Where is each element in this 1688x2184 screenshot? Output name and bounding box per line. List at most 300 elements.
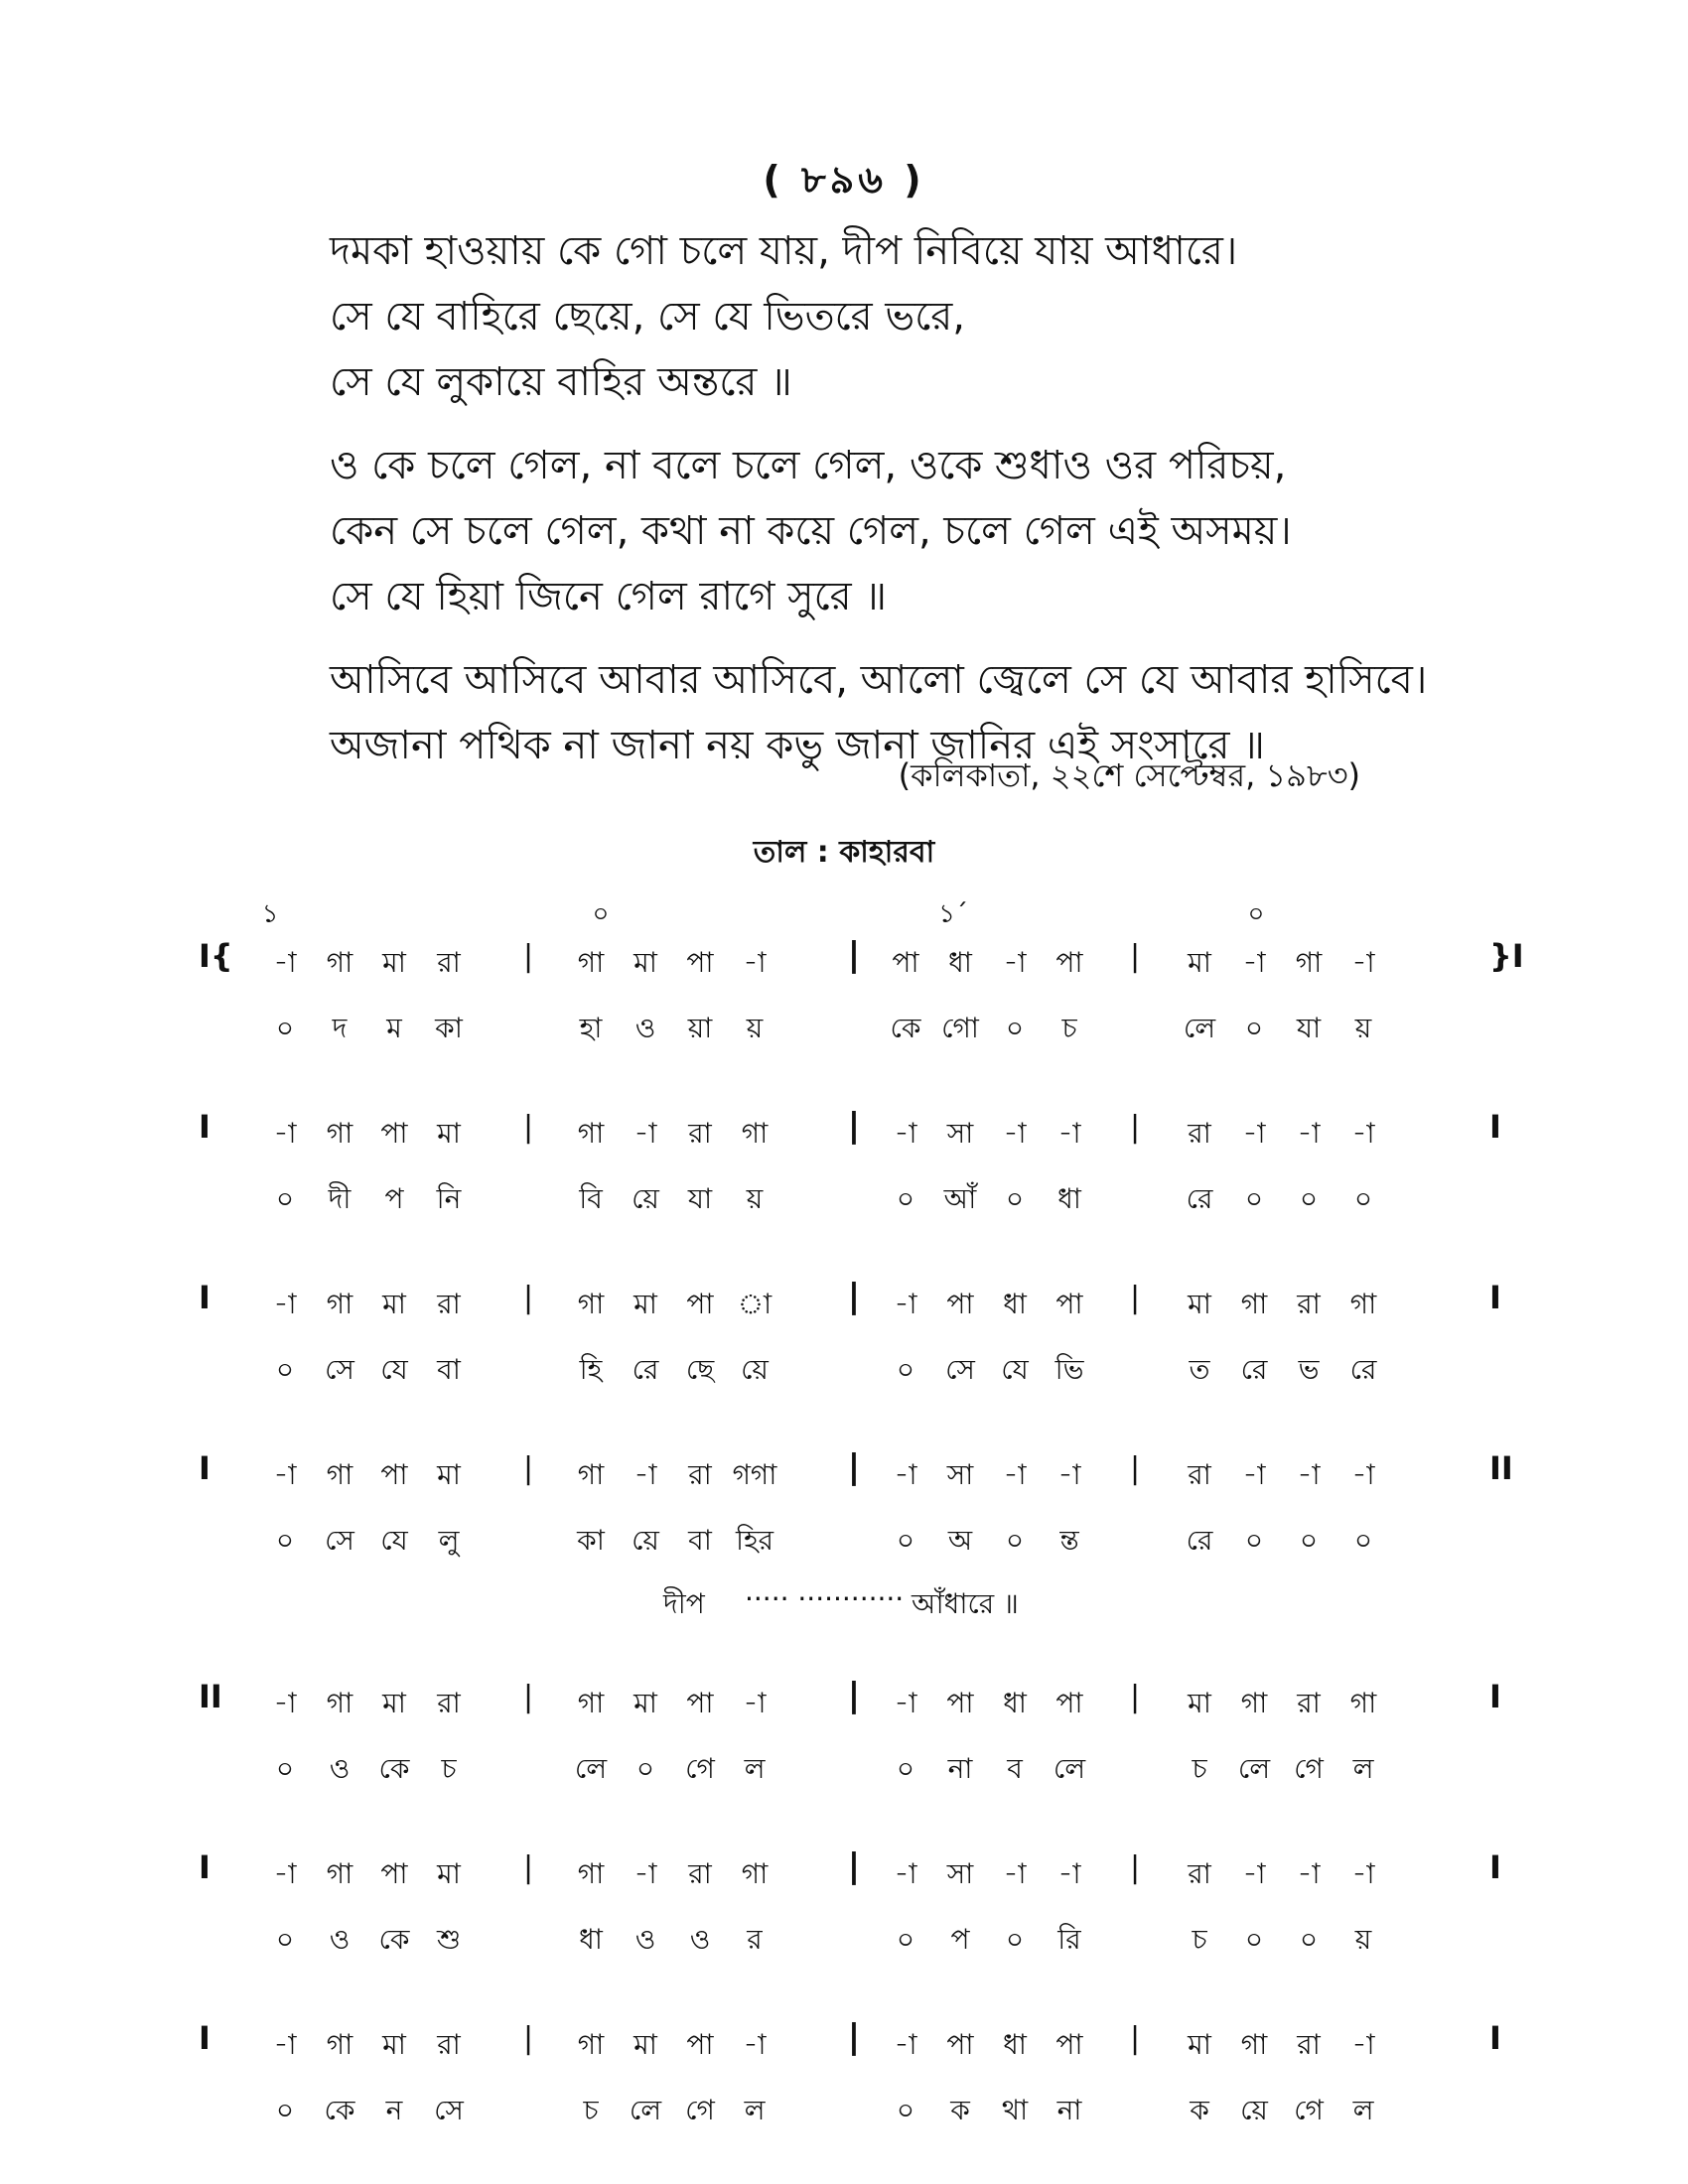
lyric-syllable: ল <box>744 1752 766 1785</box>
lyric-syllable: ০ <box>275 1182 295 1215</box>
swara-note: রা <box>437 1288 461 1320</box>
swara-note: -া <box>273 946 297 979</box>
lyric-syllable: য়ে <box>741 1353 769 1386</box>
lyric-syllable: ও <box>634 1012 656 1044</box>
lyric-syllable: ০ <box>275 1524 295 1557</box>
lyric-syllable: য় <box>746 1012 764 1044</box>
beat-divider: | <box>522 1281 534 1315</box>
swara-note: -া <box>743 946 767 979</box>
swara-note: -া <box>894 2028 917 2061</box>
swara-note: মা <box>382 1288 406 1320</box>
beat-divider: | <box>1129 1850 1141 1885</box>
lyric-syllable: গে <box>685 1752 715 1785</box>
lyric-syllable: প <box>950 1923 970 1956</box>
lyric-syllable: বা <box>688 1524 712 1557</box>
notation <box>0 933 1688 2146</box>
swara-note: পা <box>686 2028 714 2061</box>
row-end-bar: I <box>1489 1279 1501 1316</box>
swara-note: পা <box>946 1687 974 1719</box>
lyric-syllable: যা <box>687 1182 713 1215</box>
swara-note: রা <box>688 1458 712 1491</box>
swara-note: রা <box>437 1687 461 1719</box>
beat-divider: | <box>1129 1281 1141 1315</box>
lyric-syllable: য় <box>746 1182 764 1215</box>
swara-note: -া <box>273 1117 297 1150</box>
block-spacer <box>0 1064 1688 1104</box>
lyric-row <box>0 1511 1688 1576</box>
lyric-syllable: রি <box>1057 1923 1081 1956</box>
lyric-syllable: হির <box>735 1524 774 1557</box>
swara-note: রা <box>1297 1687 1321 1719</box>
swara-note: রা <box>1188 1857 1211 1890</box>
beat-divider: | <box>1129 2021 1141 2056</box>
swara-note: -া <box>1003 946 1027 979</box>
swara-note: -া <box>1242 1117 1266 1150</box>
swara-note: গা <box>741 1117 769 1150</box>
swara-note: মা <box>633 2028 657 2061</box>
beat-divider: | <box>1129 1680 1141 1714</box>
lyric-syllable: না <box>947 1752 973 1785</box>
beat-divider: | <box>522 1850 534 1885</box>
beat-divider: | <box>522 1680 534 1714</box>
lyric-syllable: য়া <box>687 1012 713 1044</box>
swara-note: গা <box>577 1458 605 1491</box>
swara-note: -া <box>1242 946 1266 979</box>
lyric-syllable: বা <box>437 1353 461 1386</box>
lyric-syllable: ০ <box>1299 1182 1319 1215</box>
swara-note: -া <box>273 2028 297 2061</box>
lyric-syllable: য় <box>1354 1923 1372 1956</box>
lyric-line: সে যে হিয়া জিনে গেল রাগে সুরে ॥ <box>330 574 887 619</box>
lyric-syllable: ০ <box>896 1182 915 1215</box>
lyric-syllable: লে <box>1053 1752 1086 1785</box>
swara-note: গগা <box>732 1458 777 1491</box>
lyric-syllable: ০ <box>896 1923 915 1956</box>
lyric-syllable: লে <box>574 1752 608 1785</box>
lyric-syllable: ল <box>744 2094 766 2126</box>
swara-note: রা <box>437 946 461 979</box>
lyric-syllable: গে <box>1294 1752 1324 1785</box>
swara-note: মা <box>633 1288 657 1320</box>
lyric-syllable: ০ <box>275 1012 295 1044</box>
swara-note: গা <box>326 1288 353 1320</box>
swara-note: পা <box>892 946 919 979</box>
swara-note: গা <box>326 1687 353 1719</box>
swara-note: ধা <box>1003 2028 1027 2061</box>
lyric-syllable: থা <box>1001 2094 1029 2126</box>
swara-note: গা <box>1349 1288 1377 1320</box>
block-spacer <box>0 1805 1688 1844</box>
swara-note: রা <box>1297 1288 1321 1320</box>
taal-label: তাল : কাহারবা <box>753 835 935 870</box>
lyric-syllable: সে <box>945 1353 975 1386</box>
swara-note: -া <box>273 1857 297 1890</box>
swara-row <box>0 1275 1688 1340</box>
lyric-syllable: ও <box>329 1923 351 1956</box>
swara-note: পা <box>686 1687 714 1719</box>
lyric-syllable: ও <box>634 1923 656 1956</box>
swara-row <box>0 1844 1688 1910</box>
lyric-syllable: শু <box>436 1923 462 1956</box>
lyric-syllable: লু <box>438 1524 460 1557</box>
lyric-syllable: হা <box>579 1012 603 1044</box>
row-end-bar: II <box>1489 1449 1513 1487</box>
beat-mark: ০ <box>1247 899 1265 929</box>
lyric-line: দমকা হাওয়ায় কে গো চলে যায়, দীপ নিবিয়ে যায় আধারে। <box>330 228 1238 274</box>
lyric-syllable: নি <box>436 1182 462 1215</box>
swara-note: রা <box>1297 2028 1321 2061</box>
swara-note: পা <box>686 946 714 979</box>
swara-note: রা <box>1188 1458 1211 1491</box>
swara-note: -া <box>1351 1857 1375 1890</box>
swara-note: গা <box>741 1857 769 1890</box>
lyric-syllable: চ <box>441 1752 457 1785</box>
swara-note: পা <box>1055 1687 1083 1719</box>
swara-note: পা <box>380 1117 408 1150</box>
swara-note: -া <box>743 1687 767 1719</box>
beat-mark: ১ <box>261 899 279 929</box>
swara-note: মা <box>382 1687 406 1719</box>
lyric-syllable: গে <box>1294 2094 1324 2126</box>
swara-note: গা <box>577 946 605 979</box>
lyric-syllable: ০ <box>896 1524 915 1557</box>
refrain-line <box>0 1576 1688 1634</box>
lyric-syllable: ০ <box>1244 1012 1264 1044</box>
lyric-syllable: চ <box>1061 1012 1077 1044</box>
lyric-syllable: ০ <box>1005 1923 1025 1956</box>
swara-row <box>0 1104 1688 1169</box>
swara-note: রা <box>1188 1117 1211 1150</box>
lyric-syllable: কে <box>890 1012 921 1044</box>
lyric-syllable: ০ <box>275 1353 295 1386</box>
row-end-bar: }I <box>1489 937 1524 975</box>
lyric-syllable: কে <box>324 2094 355 2126</box>
lyric-syllable: বি <box>579 1182 603 1215</box>
row-start-bar: I <box>199 1279 211 1316</box>
swara-note: -া <box>633 1458 657 1491</box>
swara-row <box>0 1674 1688 1739</box>
swara-note: -া <box>1297 1458 1321 1491</box>
lyric-syllable: ০ <box>275 2094 295 2126</box>
lyric-syllable: ও <box>689 1923 711 1956</box>
lyric-syllable: ল <box>1352 1752 1374 1785</box>
row-start-bar: I <box>199 1449 211 1487</box>
swara-note: -া <box>1003 1117 1027 1150</box>
lyric-syllable: যে <box>380 1353 408 1386</box>
lyric-row <box>0 1169 1688 1235</box>
beat-divider: | <box>847 1106 861 1146</box>
swara-note: গা <box>326 1458 353 1491</box>
swara-note: -া <box>1351 1458 1375 1491</box>
swara-note: গা <box>577 2028 605 2061</box>
lyric-syllable: ধা <box>579 1923 603 1956</box>
lyric-syllable: ০ <box>896 2094 915 2126</box>
lyric-syllable: অ <box>947 1524 973 1557</box>
lyric-syllable: রে <box>1240 1353 1268 1386</box>
lyric-syllable: ত <box>1189 1353 1210 1386</box>
lyric-syllable: দী <box>328 1182 352 1215</box>
swara-note: মা <box>633 946 657 979</box>
lyric-syllable: ক <box>1190 2094 1209 2126</box>
lyric-syllable: না <box>1056 2094 1082 2126</box>
lyric-syllable: রে <box>1186 1182 1213 1215</box>
swara-note: সা <box>946 1857 974 1890</box>
swara-note: -া <box>894 1117 917 1150</box>
swara-note: রা <box>688 1857 712 1890</box>
swara-note: গা <box>577 1687 605 1719</box>
swara-note: গা <box>1240 2028 1268 2061</box>
lyric-syllable: কা <box>577 1524 605 1557</box>
block-spacer <box>0 1235 1688 1275</box>
swara-note: ধা <box>948 946 972 979</box>
swara-note: রা <box>437 2028 461 2061</box>
swara-note: -া <box>273 1687 297 1719</box>
swara-note: পা <box>946 2028 974 2061</box>
lyric-syllable: লে <box>629 2094 662 2126</box>
lyric-syllable: যে <box>1001 1353 1029 1386</box>
swara-note: -া <box>1057 1857 1081 1890</box>
lyric-syllable: হি <box>579 1353 603 1386</box>
lyric-syllable: ০ <box>1299 1524 1319 1557</box>
refrain-start: দীপ <box>663 1587 705 1620</box>
beat-divider: | <box>847 935 861 975</box>
row-end-bar: I <box>1489 1108 1501 1146</box>
swara-note: পা <box>1055 946 1083 979</box>
row-end-bar: I <box>1489 1678 1501 1715</box>
lyric-syllable: কে <box>378 1752 410 1785</box>
lyric-syllable: প <box>384 1182 404 1215</box>
lyric-syllable: দ <box>332 1012 348 1044</box>
swara-note: -া <box>1297 1117 1321 1150</box>
row-start-bar: I <box>199 2019 211 2057</box>
swara-note: -া <box>894 1687 917 1719</box>
swara-note: গা <box>326 1117 353 1150</box>
lyric-syllable: ন্ত <box>1059 1524 1079 1557</box>
lyric-syllable: ব <box>1007 1752 1023 1785</box>
swara-note: -া <box>894 1458 917 1491</box>
beat-divider: | <box>522 939 534 974</box>
beat-divider: | <box>847 2017 861 2057</box>
row-start-bar: II <box>199 1678 222 1715</box>
swara-note: -া <box>1057 1458 1081 1491</box>
lyric-syllable: ম <box>386 1012 402 1044</box>
swara-note: -া <box>1351 2028 1375 2061</box>
lyric-syllable: লে <box>1183 1012 1216 1044</box>
swara-note: পা <box>686 1288 714 1320</box>
lyric-syllable: আঁ <box>943 1182 977 1215</box>
lyric-syllable: য়ে <box>632 1182 659 1215</box>
swara-note: -া <box>1003 1857 1027 1890</box>
lyric-syllable: ছে <box>685 1353 715 1386</box>
lyric-syllable: যে <box>380 1524 408 1557</box>
lyric-syllable: ধা <box>1057 1182 1081 1215</box>
swara-note: গা <box>326 946 353 979</box>
beat-divider: | <box>1129 1110 1141 1145</box>
lyric-syllable: ০ <box>1244 1182 1264 1215</box>
lyric-syllable: গে <box>685 2094 715 2126</box>
lyric-syllable: ০ <box>275 1923 295 1956</box>
lyric-syllable: কা <box>435 1012 463 1044</box>
swara-note: া <box>737 1288 773 1320</box>
block-spacer <box>0 1406 1688 1445</box>
swara-note: গা <box>1349 1687 1377 1719</box>
stanza <box>330 218 1501 415</box>
lyric-syllable: রে <box>1186 1524 1213 1557</box>
swara-note: মা <box>633 1687 657 1719</box>
lyric-syllable: য়ে <box>632 1524 659 1557</box>
lyric-syllable: ০ <box>896 1353 915 1386</box>
beat-divider: | <box>847 1277 861 1316</box>
swara-note: ধা <box>1003 1687 1027 1719</box>
swara-row <box>0 2015 1688 2081</box>
lyric-syllable: ও <box>329 1752 351 1785</box>
lyric-line: সে যে বাহিরে ছেয়ে, সে যে ভিতরে ভরে, <box>330 294 965 340</box>
beat-divider: | <box>847 1447 861 1487</box>
lyric-line: ও কে চলে গেল, না বলে চলে গেল, ওকে শুধাও ওর পরিচয়, <box>330 443 1287 488</box>
lyric-syllable: য়ে <box>1240 2094 1268 2126</box>
lyric-syllable: সে <box>325 1353 354 1386</box>
lyric-syllable: ০ <box>635 1752 655 1785</box>
lyric-syllable: ০ <box>1005 1012 1025 1044</box>
lyric-line: কেন সে চলে গেল, কথা না কয়ে গেল, চলে গেল এই অসময়। <box>330 508 1292 554</box>
row-start-bar: I <box>199 1108 211 1146</box>
refrain-end: আঁধারে ॥ <box>912 1587 1019 1620</box>
swara-note: মা <box>382 946 406 979</box>
lyric-line: সে যে লুকায়ে বাহির অন্তরে ॥ <box>330 359 792 405</box>
lyric-syllable: ভি <box>1055 1353 1084 1386</box>
lyric-syllable: ০ <box>275 1752 295 1785</box>
swara-note: -া <box>743 2028 767 2061</box>
swara-note: পা <box>380 1458 408 1491</box>
swara-note: গা <box>1240 1288 1268 1320</box>
swara-note: গা <box>1240 1687 1268 1719</box>
swara-note: পা <box>1055 1288 1083 1320</box>
swara-note: সা <box>946 1458 974 1491</box>
swara-note: -া <box>273 1458 297 1491</box>
beat-divider: | <box>847 1846 861 1886</box>
lyric-line: অজানা পথিক না জানা নয় কভু জানা জানির এই সংসারে ॥ <box>330 723 1265 768</box>
swara-note: গা <box>326 1857 353 1890</box>
lyric-row <box>0 2081 1688 2146</box>
lyric-syllable: র <box>747 1923 763 1956</box>
swara-note: -া <box>1242 1857 1266 1890</box>
lyric-syllable: ০ <box>1244 1923 1264 1956</box>
swara-note: মা <box>1188 946 1211 979</box>
beat-divider: | <box>522 1110 534 1145</box>
swara-note: গা <box>577 1117 605 1150</box>
beat-marks <box>0 893 1688 933</box>
swara-note: সা <box>946 1117 974 1150</box>
swara-note: মা <box>1188 1288 1211 1320</box>
swara-note: -া <box>1003 1458 1027 1491</box>
page-number: ( ৮৯৬ ) <box>763 158 925 202</box>
swara-note: -া <box>1351 946 1375 979</box>
date-line: (কলিকাতা, ২২শে সেপ্টেম্বর, ১৯৮৩) <box>898 756 1360 794</box>
beat-mark: ০ <box>592 899 610 929</box>
swara-note: মা <box>1188 2028 1211 2061</box>
block-spacer <box>0 1634 1688 1674</box>
swara-note: গা <box>1295 946 1323 979</box>
swara-note: -া <box>1242 1458 1266 1491</box>
lyric-syllable: সে <box>434 2094 464 2126</box>
lyric-row <box>0 999 1688 1064</box>
lyric-line: আসিবে আসিবে আবার আসিবে, আলো জ্বেলে সে যে আবার হাসিবে। <box>330 657 1428 703</box>
beat-divider: | <box>1129 1451 1141 1486</box>
lyric-syllable: ০ <box>1005 1182 1025 1215</box>
lyric-syllable: ল <box>1352 2094 1374 2126</box>
swara-note: -া <box>894 1857 917 1890</box>
lyric-syllable: চ <box>1192 1752 1207 1785</box>
swara-note: -া <box>633 1117 657 1150</box>
lyric-syllable: লে <box>1237 1752 1271 1785</box>
swara-note: মা <box>437 1857 461 1890</box>
swara-note: মা <box>382 2028 406 2061</box>
lyric-syllable: ০ <box>1005 1524 1025 1557</box>
lyric-syllable: ০ <box>1353 1182 1373 1215</box>
swara-note: পা <box>380 1857 408 1890</box>
beat-divider: | <box>522 2021 534 2056</box>
stanza <box>330 433 1501 629</box>
lyric-row <box>0 1739 1688 1805</box>
lyric-syllable: চ <box>1192 1923 1207 1956</box>
beat-divider: | <box>1129 939 1141 974</box>
swara-row <box>0 1445 1688 1511</box>
lyric-syllable: যা <box>1296 1012 1322 1044</box>
row-start-bar: I{ <box>199 937 233 975</box>
lyric-row <box>0 1910 1688 1976</box>
lyric-syllable: ক <box>950 2094 970 2126</box>
lyrics <box>330 218 1501 796</box>
lyric-syllable: ০ <box>896 1752 915 1785</box>
lyric-syllable: কে <box>378 1923 410 1956</box>
lyric-syllable: সে <box>325 1524 354 1557</box>
lyric-syllable: রে <box>632 1353 659 1386</box>
lyric-row <box>0 1340 1688 1406</box>
beat-divider: | <box>847 1676 861 1715</box>
refrain-dots: ····· ············ <box>745 1582 905 1615</box>
swara-note: গা <box>326 2028 353 2061</box>
swara-row <box>0 933 1688 999</box>
swara-note: মা <box>437 1458 461 1491</box>
lyric-syllable: চ <box>583 2094 599 2126</box>
row-end-bar: I <box>1489 2019 1501 2057</box>
swara-note: রা <box>688 1117 712 1150</box>
swara-note: ধা <box>1003 1288 1027 1320</box>
block-spacer <box>0 1976 1688 2015</box>
swara-note: -া <box>1351 1117 1375 1150</box>
swara-note: -া <box>1297 1857 1321 1890</box>
swara-note: গা <box>577 1288 605 1320</box>
row-end-bar: I <box>1489 1848 1501 1886</box>
swara-note: মা <box>1188 1687 1211 1719</box>
lyric-syllable: ন <box>385 2094 403 2126</box>
swara-note: -া <box>1057 1117 1081 1150</box>
swara-note: -া <box>273 1288 297 1320</box>
lyric-syllable: ০ <box>1353 1524 1373 1557</box>
lyric-syllable: গো <box>941 1012 979 1044</box>
swara-note: পা <box>946 1288 974 1320</box>
swara-note: -া <box>633 1857 657 1890</box>
lyric-syllable: ০ <box>1244 1524 1264 1557</box>
beat-mark: ১´ <box>938 899 968 929</box>
lyric-syllable: রে <box>1349 1353 1377 1386</box>
lyric-syllable: য় <box>1354 1012 1372 1044</box>
swara-note: পা <box>1055 2028 1083 2061</box>
row-start-bar: I <box>199 1848 211 1886</box>
swara-note: মা <box>437 1117 461 1150</box>
lyric-syllable: ভ <box>1298 1353 1320 1386</box>
beat-divider: | <box>522 1451 534 1486</box>
